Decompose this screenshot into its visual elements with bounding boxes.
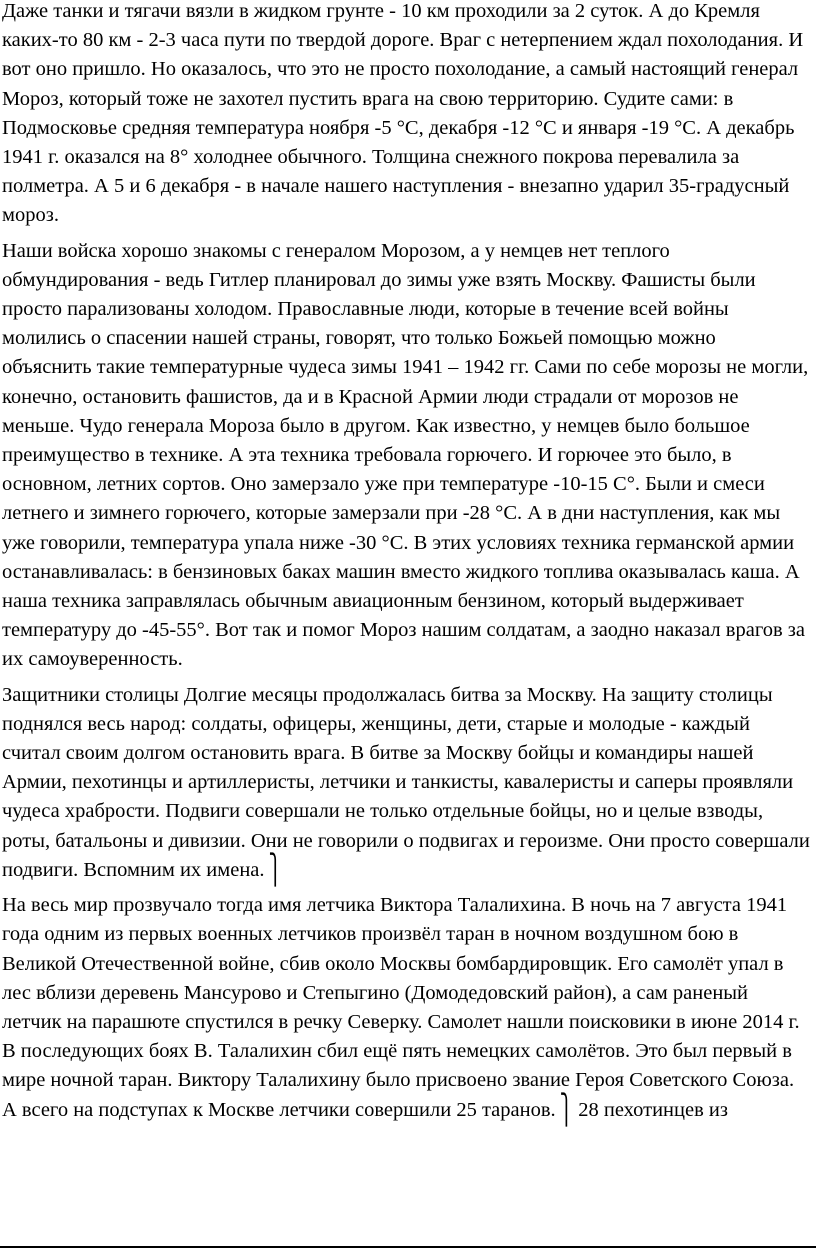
- paragraph-talalikhin: [2, 891, 810, 1125]
- paragraph-text: На весь мир прозвучало тогда имя летчика Виктора Талалихина. В ночь на 7 августа 1941 года одним из первых военных летчиков произвёл таран в ночном воздушном бою в Великой Отечественной войне, сбив около Москвы бомбардировщик. Его самолёт упал в лес вблизи деревень Мансурово и Степыгино (Домодедовский район), а сам раненый летчик на парашюте спустился в речку Северку. Самолет нашли поисковики в июне 2014 г. В последующих боях В. Талалихин сбил ещё пять немецких самолётов. Это был первый в мире ночной таран. Виктору Талалихину было присвоено звание Героя Советского Союза. А всего на подступах к Москве летчики совершили 25 таранов.: [2, 894, 800, 1121]
- paragraph-mud-and-frost: [2, 0, 810, 231]
- paragraph-continuation: 28 пехотинцев из: [578, 1098, 728, 1121]
- page-bottom-rule: [0, 1246, 816, 1248]
- paragraph-text: Наши войска хорошо знакомы с генералом Морозом, а у немцев нет теплого обмундирования - ведь Гитлер планировал до зимы уже взять Москву. Фашисты были просто парализованы холодом. Православные люди, которые в течение всей войны молились о спасении нашей страны, говорят, что только Божьей помощью можно объяснить такие температурные чудеса зимы 1941 – 1942 гг. Сами по себе морозы не могли, конечно, остановить фашистов, да и в Красной Армии люди страдали от морозов не меньше. Чудо генерала Мороза было в другом. Как известно, у немцев было большое преимущество в технике. А эта техника требовала горючего. И горючее это было, в основном, летних сортов. Оно замерзало уже при температуре -10-15 С°. Были и смеси летнего и зимнего горючего, которые замерзали при -28 °С. А в дни наступления, как мы уже говорили, температура упала ниже -30 °С. В этих условиях техника германской армии останавливалась: в бензиновых баках машин вместо жидкого топлива оказывалась каша. А наша техника заправлялась обычным авиационным бензином, который выдерживает температуру до -45-55°. Вот так и помог Мороз нашим солдатам, а заодно наказал врагов за их самоуверенность.: [2, 239, 809, 671]
- paragraph-general-frost: [2, 237, 810, 675]
- paragraph-text: Защитники столицы Долгие месяцы продолжалась битва за Москву. На защиту столицы поднялся весь народ: солдаты, офицеры, женщины, дети, старые и молодые - каждый считал своим долгом остановить врага. В битве за Москву бойцы и командиры нашей Армии, пехотинцы и артиллеристы, летчики и танкисты, кавалеристы и саперы проявляли чудеса храбрости. Подвиги совершали не только отдельные бойцы, но и целые взводы, роты, батальоны и дивизии. Они не говорили о подвигах и героизме. Они просто совершали подвиги. Вспомним их имена.: [2, 683, 810, 881]
- bracket-mark-icon: ⎫: [268, 853, 283, 887]
- paragraph-capital-defenders: [2, 681, 810, 885]
- paragraph-text: Даже танки и тягачи вязли в жидком грунте - 10 км проходили за 2 суток. А до Кремля каких-то 80 км - 2-3 часа пути по твердой дороге. Враг с нетерпением ждал похолодания. И вот оно пришло. Но оказалось, что это не просто похолодание, а самый настоящий генерал Мороз, который тоже не захотел пустить врага на свою территорию. Судите сами: в Подмосковье средняя температура ноября -5 °С, декабря -12 °С и января -19 °С. А декабрь 1941 г. оказался на 8° холоднее обычного. Толщина снежного покрова перевалила за полметра. А 5 и 6 декабря - в начале нашего наступления - внезапно ударил 35-градусный мороз.: [2, 0, 804, 227]
- bracket-mark-icon: ⎫: [559, 1092, 574, 1127]
